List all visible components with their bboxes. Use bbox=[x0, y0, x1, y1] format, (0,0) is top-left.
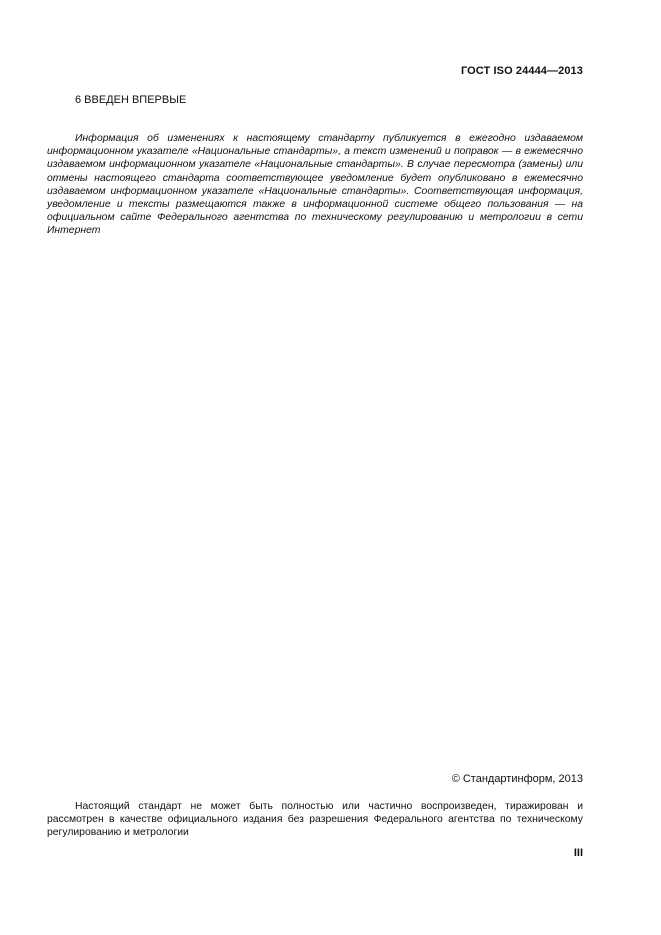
copyright-notice: © Стандартинформ, 2013 bbox=[451, 773, 583, 785]
reproduction-legal-notice: Настоящий стандарт не может быть полностью или частично воспроизведен, тиражирован и рассмотрен в качестве официального издания без разрешения Федерального агентства по техническому регулированию и метрологии bbox=[47, 801, 583, 839]
page-number: III bbox=[573, 847, 583, 859]
section-item-6: 6 ВВЕДЕН ВПЕРВЫЕ bbox=[75, 94, 187, 106]
amendments-info-paragraph: Информация об изменениях к настоящему стандарту публикуется в ежегодно издаваемом информационном указателе «Национальные стандарты», а текст изменений и поправок — в ежемесячно издаваемом информационном указателе «Национальные стандарты». В случае пересмотра (замены) или отмены настоящего стандарта соответствующее уведомление будет опубликовано в ежемесячно издаваемом информационном указателе «Национальные стандарты». Соответствующая информация, уведомление и тексты размещаются также в информационной системе общего пользования — на официальном сайте Федерального агентства по техническому регулированию и метрологии в сети Интернет bbox=[47, 133, 583, 237]
document-code-header: ГОСТ ISO 24444—2013 bbox=[460, 65, 583, 77]
